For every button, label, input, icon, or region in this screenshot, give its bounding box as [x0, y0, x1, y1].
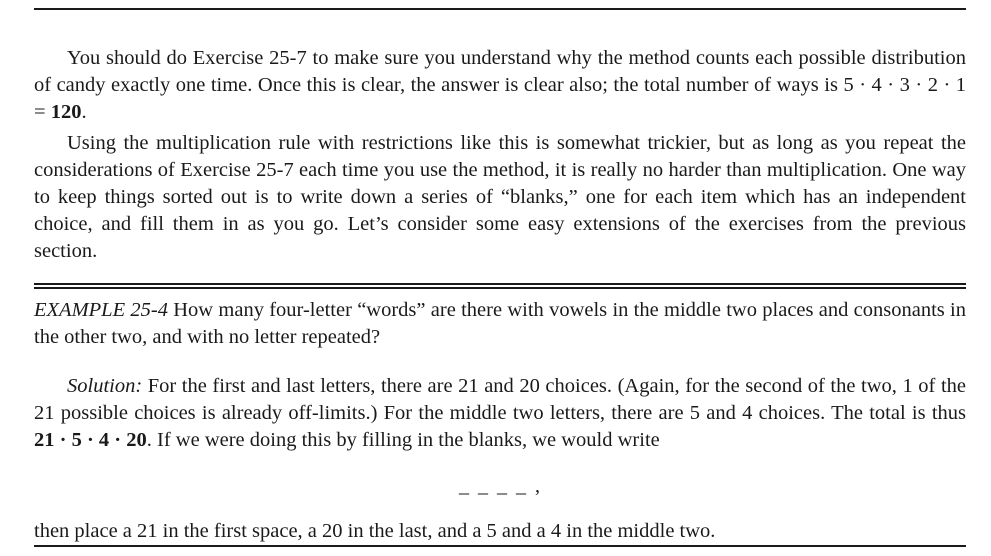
product-expression: 5 · 4 · 3 · 2 · 1	[843, 74, 967, 96]
intro-period: .	[81, 101, 87, 123]
intro-line-2: distribution of candy exactly one time. Once this is clear, the answer is clear also; the total number	[34, 47, 967, 96]
paragraph-intro	[34, 45, 966, 126]
paragraph-blanks-method: Using the multiplication rule with restrictions like this is somewhat trickier, but as long as you repeat the considerations of Exercise 25-7 each time you use the method, it is really no harder than multiplication. One way to keep things sorted out is to write down a series of “blanks,” one for each item which has an independent choice, and fill them in as you go. Let’s consider some easy extensions of the exercises from the previous section.	[34, 132, 966, 262]
top-rule	[34, 8, 966, 10]
solution-text-after: . If we were doing this by filling in the blanks, we would write	[146, 429, 660, 451]
result-value: 120	[50, 101, 82, 123]
example-question: How many four-letter “words” are there with vowels in the middle two places and consonants in the other two, and with no letter repeated?	[34, 299, 966, 348]
intro-line-3: of ways is	[754, 74, 844, 96]
blanks-display: _ _ _ _ ,	[459, 475, 542, 497]
example-rule-upper	[34, 283, 966, 285]
example-label: EXAMPLE 25-4	[34, 299, 168, 321]
equals-sign: =	[34, 101, 51, 123]
intro-line-1: You should do Exercise 25-7 to make sure you understand why the method counts each possible	[67, 47, 866, 69]
solution-text: For the first and last letters, there are 21 and 20 choices. (Again, for the second of the two, 1 of the 21 possible choices is already off-limits.) For the middle two letters, there are 5 and 4 choices. The total is thus	[34, 375, 967, 424]
example-rule-lower	[34, 287, 966, 289]
example-block	[34, 297, 966, 351]
solution-label: Solution:	[67, 375, 143, 397]
solution-block	[34, 373, 966, 454]
solution-product: 21 · 5 · 4 · 20	[34, 429, 147, 451]
closing-sentence: then place a 21 in the first space, a 20 in the last, and a 5 and a 4 in the middle two.	[34, 520, 716, 542]
bottom-rule	[34, 545, 966, 547]
